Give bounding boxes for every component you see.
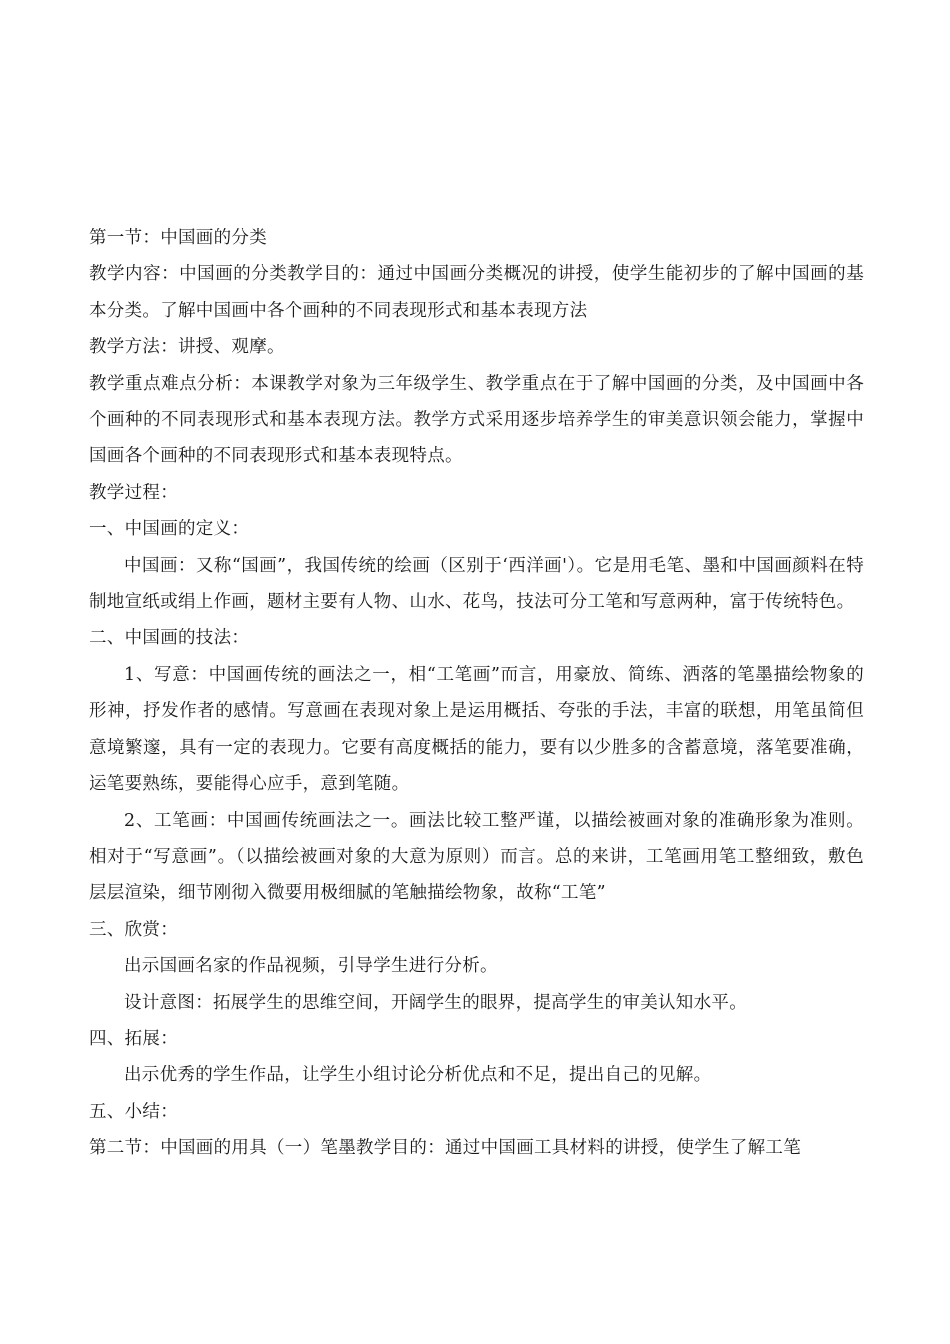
subsection-heading: 三、欣赏： xyxy=(89,919,178,940)
paragraph: 出示优秀的学生作品，让学生小组讨论分析优点和不足，提出自己的见解。 xyxy=(124,1065,712,1086)
subsection-heading: 四、拓展： xyxy=(89,1028,178,1049)
paragraph: 教学内容：中国画的分类教学目的：通过中国画分类概况的讲授，使学生能初步的了解中国画的基本分类。了解中国画中各个画种的不同表现形式和基本表现方法 xyxy=(89,264,864,321)
document-body xyxy=(89,220,864,1167)
subsection-heading: 二、中国画的技法： xyxy=(89,628,250,649)
paragraph: 出示国画名家的作品视频，引导学生进行分析。 xyxy=(124,956,498,977)
subsection-heading: 五、小结： xyxy=(89,1101,178,1122)
paragraph: 教学方法：讲授、观摩。 xyxy=(89,337,285,358)
subsection-heading: 一、中国画的定义： xyxy=(89,519,250,540)
paragraph: 2、工笔画：中国画传统画法之一。画法比较工整严谨，以描绘被画对象的准确形象为准则。相对于“写意画”。（以描绘被画对象的大意为原则）而言。总的来讲，工笔画用笔工整细致，敷色层层渲染，细节刚彻入微要用极细腻的笔触描绘物象，故称“工笔” xyxy=(89,810,864,904)
paragraph: 1、写意：中国画传统的画法之一，相“工笔画”而言，用豪放、简练、洒落的笔墨描绘物象的形神，抒发作者的感情。写意画在表现对象上是运用概括、夸张的手法，丰富的联想，用笔虽简但意境繁邃，具有一定的表现力。它要有高度概括的能力，要有以少胜多的含蓄意境，落笔要准确，运笔要熟练，要能得心应手，意到笔随。 xyxy=(89,664,864,795)
paragraph: 设计意图：拓展学生的思维空间，开阔学生的眼界，提高学生的审美认知水平。 xyxy=(124,992,747,1013)
section-heading: 第二节：中国画的用具（一）笔墨教学目的：通过中国画工具材料的讲授，使学生了解工笔 xyxy=(89,1138,801,1159)
section-heading: 第一节：中国画的分类 xyxy=(89,228,267,248)
paragraph: 教学重点难点分析：本课教学对象为三年级学生、教学重点在于了解中国画的分类，及中国画中各个画种的不同表现形式和基本表现方法。教学方式采用逐步培养学生的审美意识领会能力，掌握中国画各个画种的不同表现形式和基本表现特点。 xyxy=(89,373,864,467)
paragraph: 中国画：又称“国画”，我国传统的绘画（区别于‘西洋画'）。它是用毛笔、墨和中国画颜料在特制地宣纸或绢上作画，题材主要有人物、山水、花鸟，技法可分工笔和写意两种，富于传统特色。 xyxy=(89,555,864,613)
paragraph: 教学过程： xyxy=(89,482,178,503)
